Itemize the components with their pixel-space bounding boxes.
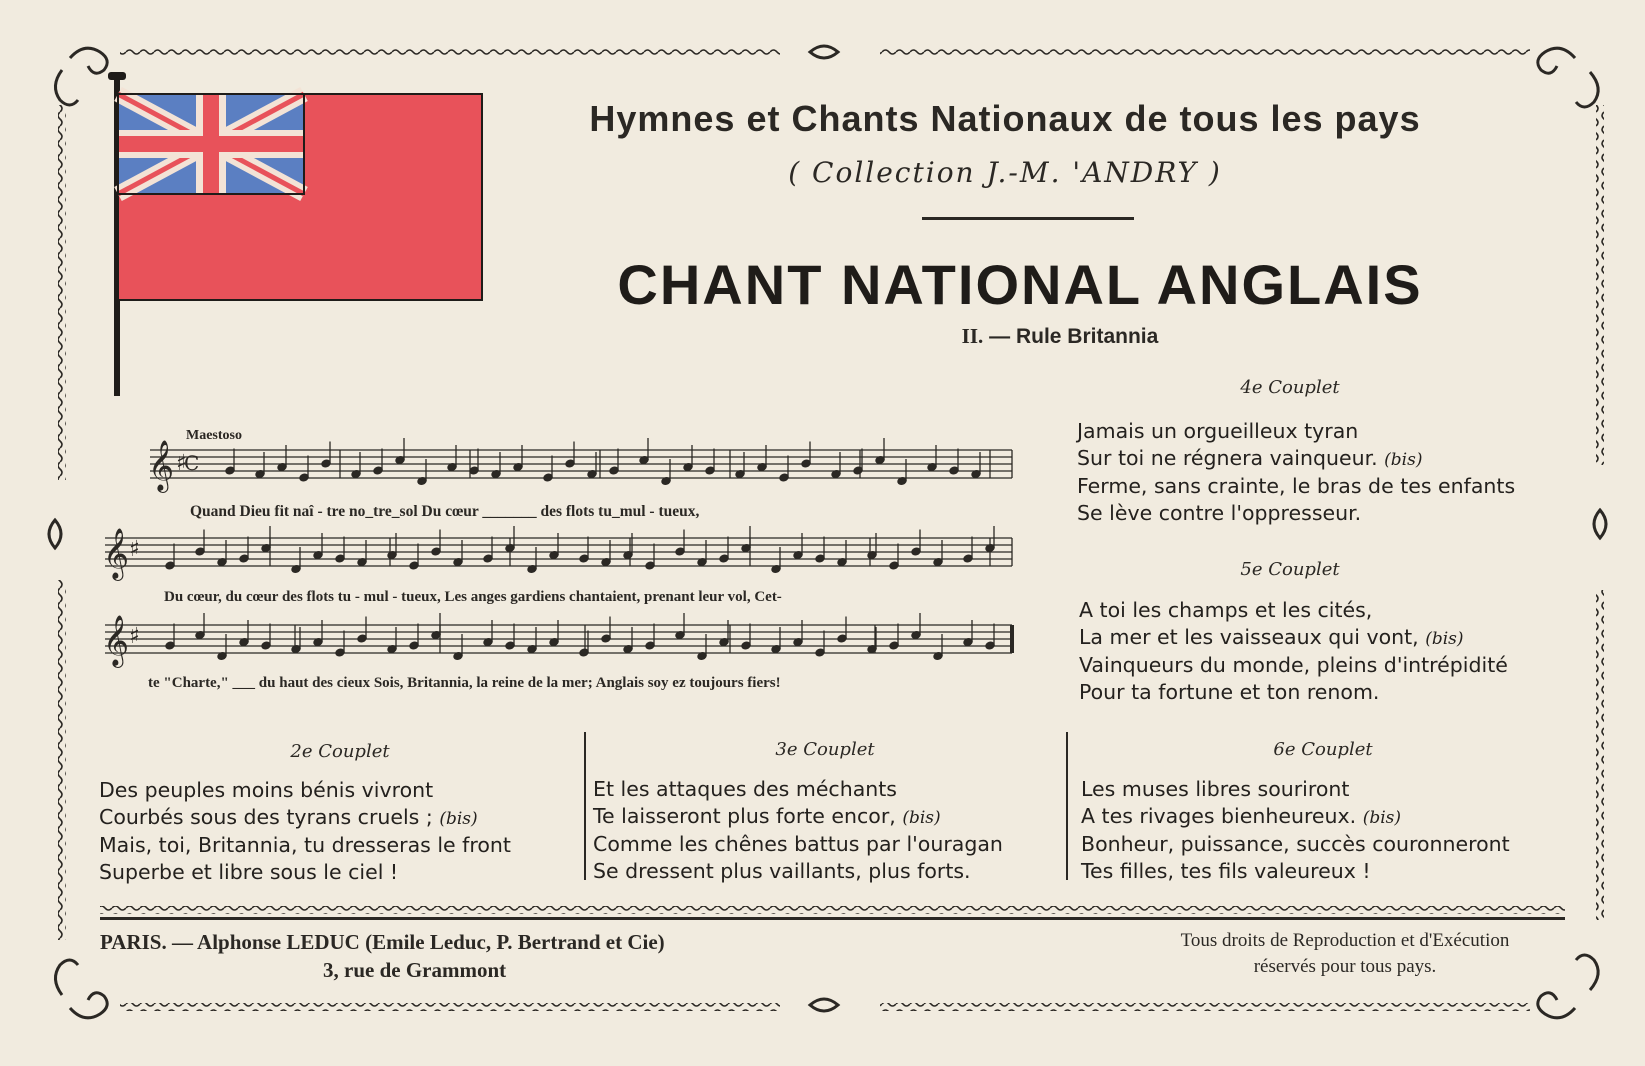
verse-line: Se dressent plus vaillants, plus forts. <box>593 858 971 883</box>
verse-line: Comme les chênes battus par l'ouragan <box>593 832 1003 856</box>
rights-line-1: Tous droits de Reproduction et d'Exécution <box>1180 930 1510 951</box>
lyrics-line-3: te "Charte," ___ du haut des cieux Sois, Britannia, la reine de la mer; Anglais soy ez toujours fiers! <box>148 675 781 691</box>
title-rule <box>922 217 1134 220</box>
song-subtitle <box>820 324 1300 349</box>
svg-text:♯: ♯ <box>129 624 140 649</box>
couplet-6-text <box>1081 776 1510 884</box>
publisher-address: 3, rue de Grammont <box>323 958 507 982</box>
lyrics-line-2: Du cœur, du cœur des flots tu - mul - tueux, Les anges gardiens chantaient, prenant leur vol, Cet- <box>164 589 782 605</box>
verse-line: Et les attaques des méchants <box>593 777 897 801</box>
series-title: Hymnes et Chants Nationaux de tous les pays <box>589 98 1421 139</box>
column-divider <box>1066 732 1068 880</box>
flag-red-ensign <box>104 72 484 402</box>
tempo-marking: Maestoso <box>186 428 242 443</box>
rights-line-2: réservés pour tous pays. <box>1253 956 1437 977</box>
verse-line: Courbés sous des tyrans cruels ; <box>99 804 433 829</box>
bis-marker: (bis) <box>1425 628 1464 649</box>
column-divider <box>584 732 586 880</box>
couplet-6-title: 6e Couplet <box>1273 739 1373 760</box>
verse-line: Les muses libres souriront <box>1081 777 1350 801</box>
union-jack-canton <box>118 94 304 194</box>
couplet-2-title: 2e Couplet <box>290 741 390 762</box>
verse-line: Tes filles, tes fils valeureux ! <box>1081 858 1371 883</box>
verse-line: Superbe et libre sous le ciel ! <box>99 859 399 884</box>
bis-marker: (bis) <box>902 807 941 828</box>
verse-line: Ferme, sans crainte, le bras de tes enfants <box>1077 474 1516 498</box>
svg-text:C: C <box>184 451 200 475</box>
svg-text:𝄞: 𝄞 <box>103 615 130 666</box>
couplet-5-text <box>1079 597 1508 705</box>
svg-text:𝄞: 𝄞 <box>148 440 175 491</box>
verse-line: Te laisseront plus forte encor, <box>593 803 896 828</box>
lyrics-line-1: Quand Dieu fit naî - tre no_tre_sol Du cœur _______ des flots tu_mul - tueux, <box>190 503 700 520</box>
bis-marker: (bis) <box>1384 449 1423 470</box>
couplet-4-text <box>1077 418 1515 526</box>
verse-line: Sur toi ne régnera vainqueur. <box>1077 445 1378 470</box>
couplet-5-title: 5e Couplet <box>1240 559 1340 580</box>
verse-line: Vainqueurs du monde, pleins d'intrépidité <box>1079 653 1508 677</box>
bis-marker: (bis) <box>439 808 478 829</box>
couplet-3-title: 3e Couplet <box>775 739 875 760</box>
music-score <box>103 440 1020 680</box>
couplet-4-title: 4e Couplet <box>1240 377 1340 398</box>
song-name: — Rule Britannia <box>989 325 1159 348</box>
verse-line: Se lève contre l'oppresseur. <box>1077 500 1362 525</box>
bis-marker: (bis) <box>1362 807 1402 828</box>
verse-line: Bonheur, puissance, succès couronneront <box>1081 832 1510 856</box>
main-title: CHANT NATIONAL ANGLAIS <box>617 253 1423 316</box>
verse-line: A toi les champs et les cités, <box>1079 598 1373 622</box>
collection-label: ( Collection J.-M. 'ANDRY ) <box>788 156 1222 189</box>
verse-line: La mer et les vaisseaux qui vont, <box>1079 624 1419 649</box>
svg-text:𝄞: 𝄞 <box>103 528 130 579</box>
publisher-line: PARIS. — Alphonse LEDUC (Emile Leduc, P. Bertrand et Cie) <box>100 930 665 954</box>
svg-text:♯: ♯ <box>176 451 187 476</box>
verse-line: A tes rivages bienheureux. <box>1081 803 1357 828</box>
verse-line: Des peuples moins bénis vivront <box>99 778 434 802</box>
song-number: II. <box>961 324 984 348</box>
verse-line: Pour ta fortune et ton renom. <box>1079 679 1380 704</box>
couplet-3-text <box>593 776 1003 884</box>
verse-line: Jamais un orgueilleux tyran <box>1077 419 1359 443</box>
svg-text:♯: ♯ <box>129 537 140 562</box>
couplet-2-text <box>99 777 511 885</box>
verse-line: Mais, toi, Britannia, tu dresseras le front <box>99 833 511 857</box>
